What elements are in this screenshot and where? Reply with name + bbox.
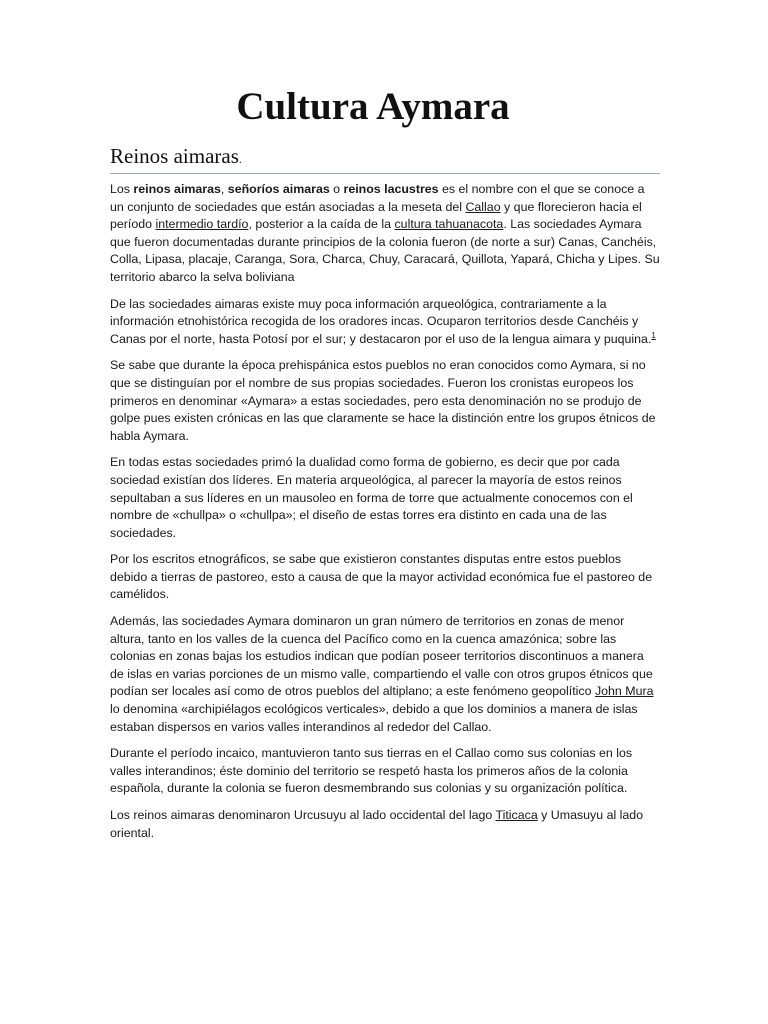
- footnote-ref-link[interactable]: 1: [651, 330, 656, 340]
- article-body: [110, 181, 660, 842]
- bold-term-senorios-aimaras: señoríos aimaras: [227, 182, 330, 196]
- text-run: , posterior a la caída de la: [248, 217, 395, 232]
- paragraph-7: Durante el período incaico, mantuvieron tanto sus tierras en el Callao como sus colonias en los valles interandinos; éste dominio del territorio se respetó hasta los primeros años de la colonia española, durante la colonia se fueron desmembrando sus colonias y su organización política.: [110, 746, 633, 796]
- paragraph-8: [110, 807, 660, 842]
- link-callao[interactable]: Callao: [465, 199, 501, 214]
- document-page: [110, 84, 660, 842]
- paragraph-3: Se sabe que durante la época prehispánica estos pueblos no eran conocidos como Aymara, si no que se distinguían por el nombre de sus propias sociedades. Fueron los cronistas europeos los primeros en denominar «Aymara» a estas sociedades, pero esta denominación no se produjo de golpe pues existen crónicas en las que claramente se hace la distinción entre los grupos étnicos de habla Aymara.: [110, 358, 656, 443]
- text-run: o: [329, 182, 344, 196]
- text-run: ,: [220, 182, 228, 196]
- text-run: De las sociedades aimaras existe muy poca información arqueológica, contrariamente a la información etnohistórica recogida de los oradores incas. Ocuparon territorios desde Canchéis y Canas por el norte, hasta Potosí por el sur; y destacaron por el uso de la lengua aimara y puquina.: [110, 296, 652, 346]
- text-run: y que florecieron hacia el período: [110, 199, 642, 232]
- link-john-mura[interactable]: John Mura: [594, 684, 654, 699]
- paragraph-5: Por los escritos etnográficos, se sabe que existieron constantes disputas entre estos pueblos debido a tierras de pastoreo, esto a causa de que la mayor actividad económica fue el pastoreo de camélidos.: [110, 552, 653, 602]
- paragraph-1: [110, 181, 660, 287]
- text-run: Además, las sociedades Aymara dominaron un gran número de territorios en zonas de menor altura, tanto en los valles de la cuenca del Pacífico como en la cuenca amazónica; sobre las colonias en zonas bajas los estudios indican que podían poseer territorios discontinuos a manera de islas en varias porciones de un mismo valle, compartiendo el valle con otros grupos étnicos que podían ser locales así como de otros pueblos del altiplano; a este fenómeno geopolítico: [110, 614, 653, 699]
- link-titicaca[interactable]: Titicaca: [495, 808, 538, 822]
- page-title: Cultura Aymara: [236, 85, 510, 128]
- text-run: es el nombre con el que se conoce a un conjunto de sociedades que están asociadas a la meseta del: [110, 182, 645, 214]
- bold-term-reinos-lacustres: reinos lacustres: [343, 182, 439, 196]
- section-heading-text: Reinos aimaras: [110, 144, 239, 168]
- paragraph-4: En todas estas sociedades primó la dualidad como forma de gobierno, es decir que por cada sociedad existían dos líderes. En materia arqueológica, al parecer la mayoría de estos reinos sepultaban a sus líderes en un mausoleo en forma de torre que actualmente conocemos con el nombre de «chullpa» o «chullpa»; el diseño de estas torres era distinto en cada una de las sociedades.: [110, 455, 633, 540]
- text-run: Los reinos aimaras denominaron Urcusuyu al lado occidental del lago: [110, 808, 496, 822]
- paragraph-2: [110, 296, 660, 349]
- link-cultura-tahuanacota[interactable]: cultura tahuanacota: [394, 217, 504, 232]
- text-run: y Umasuyu al lado oriental.: [110, 808, 644, 840]
- paragraph-6: [110, 613, 660, 736]
- text-run: . Las sociedades Aymara que fueron documentadas durante principios de la colonia fueron (de norte a sur) Canas, Canchéis, Colla, Lipasa, placaje, Caranga, Sora, Charca, Chuy, Caracará, Quillota, Yapará, Chicha y Lipes. Su territorio abarco la selva boliviana: [110, 217, 660, 284]
- text-run: lo denomina «archipiélagos ecológicos verticales», debido a que los dominios a manera de islas estaban dispersos en varios valles interandinos al rededor del Callao.: [110, 702, 638, 734]
- bold-term-reinos-aimaras: reinos aimaras: [133, 182, 221, 196]
- text-run: Los: [110, 182, 134, 196]
- section-heading-suffix: .: [238, 152, 242, 166]
- section-heading: [110, 142, 660, 174]
- link-intermedio-tardio[interactable]: intermedio tardío: [155, 217, 249, 232]
